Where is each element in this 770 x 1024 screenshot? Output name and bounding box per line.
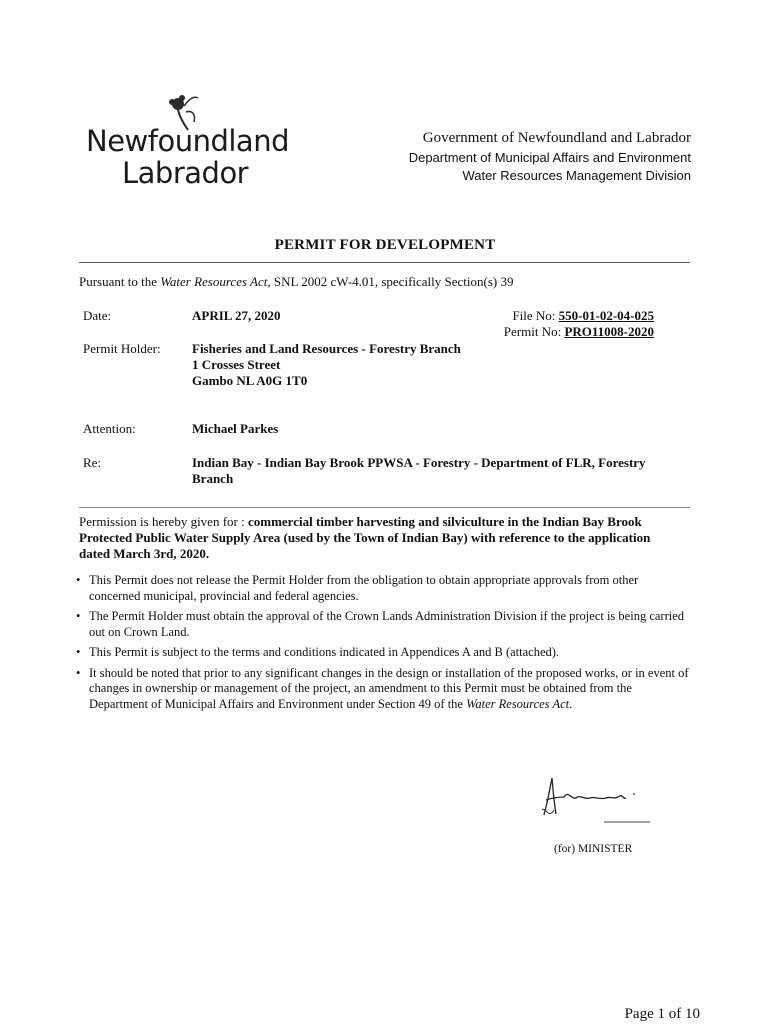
- permit-holder-label: Permit Holder:: [83, 341, 161, 356]
- date-value: APRIL 27, 2020: [192, 308, 281, 323]
- re-label: Re:: [83, 455, 102, 470]
- signature-caption: (for) MINISTER: [554, 843, 633, 855]
- list-item-end: .: [569, 696, 573, 711]
- attention-value: Michael Parkes: [192, 421, 279, 436]
- list-item: • This Permit does not release the Permit Holder from the obligation to obtain appropriate approvals from other concerned municipal, provincial and federal agencies.: [76, 573, 691, 604]
- pursuant-prefix: Pursuant to the: [79, 274, 161, 289]
- permit-holder-value: [192, 341, 461, 389]
- holder-street: 1 Crosses Street: [192, 357, 281, 372]
- file-no-label: File No:: [512, 308, 559, 323]
- signature-image: [534, 770, 654, 830]
- logo-wordmark-line2: Labrador: [122, 156, 249, 190]
- attention-label: Attention:: [83, 421, 136, 436]
- list-item: • This Permit is subject to the terms and conditions indicated in Appendices A and B (attached).: [76, 645, 691, 661]
- re-value: Indian Bay - Indian Bay Brook PPWSA - Forestry - Department of FLR, Forestry Branch: [192, 455, 646, 486]
- list-item: [76, 666, 691, 713]
- permission-prefix: Permission is hereby given for :: [79, 514, 248, 529]
- section-divider: [79, 507, 690, 508]
- file-permit-numbers: [504, 308, 654, 340]
- page-number: Page 1 of 10: [624, 1006, 700, 1022]
- division-name: Water Resources Management Division: [462, 168, 691, 183]
- list-item-text: It should be noted that prior to any significant changes in the design or installation of the proposed works, or in event of changes in ownership or management of the project, an amendment to this Permit must be obtained from the Department of Municipal Affairs and Environment under Section 49 of the: [89, 665, 689, 711]
- government-logo: [86, 92, 289, 192]
- pursuant-suffix: , SNL 2002 cW-4.01, specifically Section(s) 39: [267, 274, 514, 289]
- pursuant-act: Water Resources Act: [160, 274, 268, 289]
- title-divider: [79, 262, 690, 263]
- conditions-list: [76, 573, 691, 717]
- permission-paragraph: [79, 514, 679, 562]
- permit-no-value: PRO11008-2020: [564, 324, 654, 339]
- pursuant-line: [79, 274, 513, 290]
- government-name: Government of Newfoundland and Labrador: [422, 130, 691, 146]
- holder-city: Gambo NL A0G 1T0: [192, 373, 308, 388]
- permit-no-label: Permit No:: [503, 324, 565, 339]
- permission-body: commercial timber harvesting and silviculture in the Indian Bay Brook Protected Public Water Supply Area (used by the Town of Indian Bay) with reference to the application dated March 3rd, 2020.: [79, 514, 651, 561]
- list-item: • The Permit Holder must obtain the approval of the Crown Lands Administration Division if the project is being carried out on Crown Land.: [76, 609, 691, 640]
- department-name: Department of Municipal Affairs and Environment: [408, 150, 691, 165]
- file-no-value: 550-01-02-04-025: [558, 308, 654, 323]
- list-item-act: Water Resources Act: [466, 696, 570, 711]
- logo-wordmark-line1: Newfoundland: [86, 124, 289, 158]
- document-title: PERMIT FOR DEVELOPMENT: [274, 237, 496, 253]
- holder-name: Fisheries and Land Resources - Forestry Branch: [192, 341, 461, 356]
- date-label: Date:: [83, 308, 112, 323]
